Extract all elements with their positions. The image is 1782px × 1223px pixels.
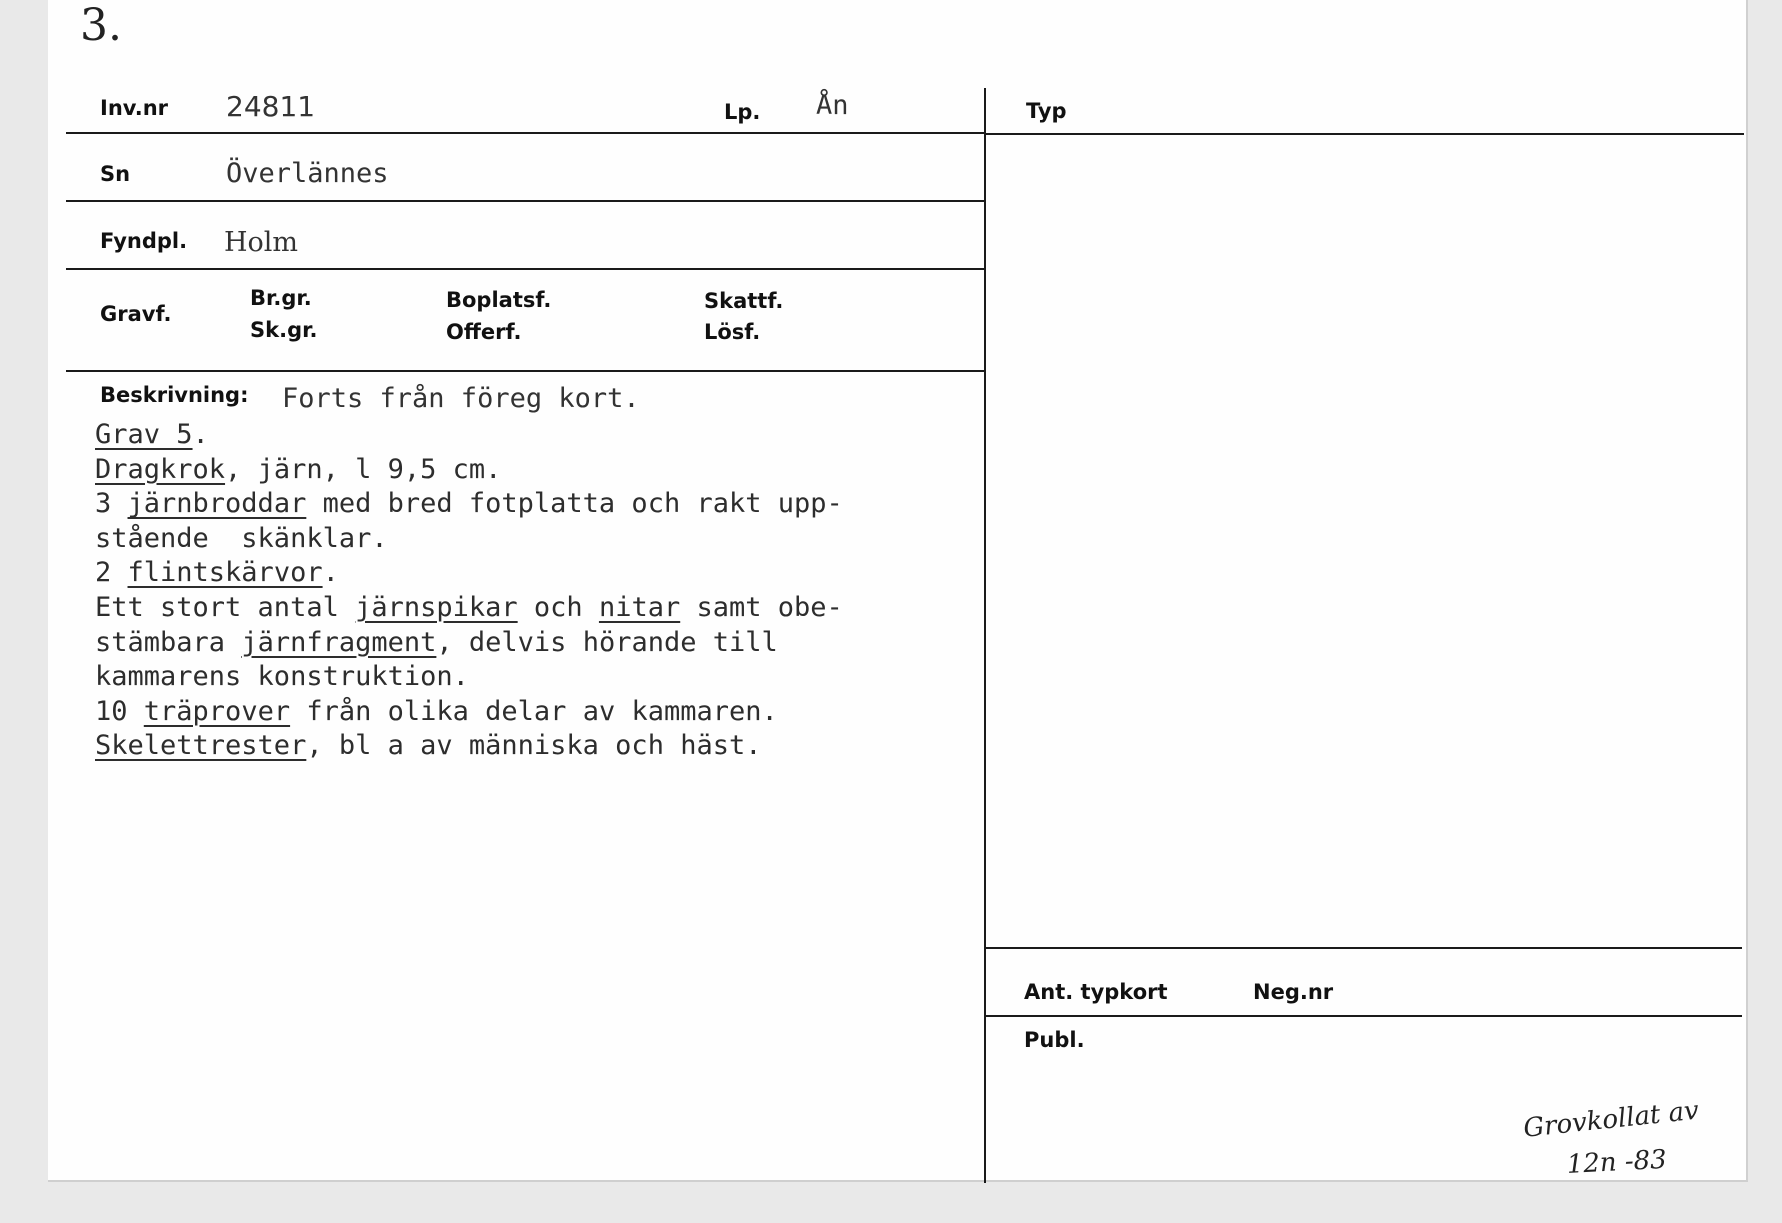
column-divider — [984, 88, 986, 1183]
beskrivning-label: Beskrivning: — [100, 383, 249, 407]
desc-line-4: stående skänklar. — [95, 522, 388, 554]
desc-line-3: 3 järnbroddar med bred fotplatta och rakt upp- — [95, 488, 843, 520]
desc-line-7: stämbara järnfragment, delvis hörande till — [95, 626, 778, 658]
inv-nr-value: 24811 — [226, 90, 316, 123]
publ-label: Publ. — [1024, 1028, 1085, 1052]
rule-gravf — [66, 370, 984, 372]
lp-label: Lp. — [724, 100, 761, 124]
handwritten-note-line2: 12n -83 — [1566, 1144, 1668, 1180]
sk-gr-label: Sk.gr. — [250, 318, 318, 342]
skattf-label: Skattf. — [704, 289, 784, 313]
desc-line-6: Ett stort antal järnspikar och nitar samt obe- — [95, 591, 843, 623]
gravf-label: Gravf. — [100, 302, 172, 326]
rule-fyndpl — [66, 268, 984, 270]
description-text — [95, 418, 843, 764]
beskrivning-first-line: Forts från föreg kort. — [282, 383, 640, 414]
rule-inv — [66, 132, 984, 134]
rule-typkort-bottom — [986, 1015, 1742, 1017]
desc-line-2: Dragkrok, järn, l 9,5 cm. — [95, 453, 502, 485]
ant-typkort-label: Ant. typkort — [1024, 980, 1168, 1004]
desc-line-10: Skelettrester, bl a av människa och häst. — [95, 730, 762, 762]
rule-sn — [66, 200, 984, 202]
rule-typ — [986, 133, 1744, 135]
desc-line-5: 2 flintskärvor. — [95, 557, 339, 589]
card-number: 3. — [80, 0, 122, 51]
desc-line-1: Grav 5. — [95, 419, 209, 450]
handwritten-note-line1: Grovkollat av — [1522, 1095, 1701, 1144]
desc-line-9: 10 träprover från olika delar av kammaren. — [95, 695, 778, 727]
offerf-label: Offerf. — [446, 320, 522, 344]
sn-label: Sn — [100, 162, 131, 186]
fyndpl-value: Holm — [224, 227, 299, 258]
fyndpl-label: Fyndpl. — [100, 229, 188, 253]
neg-nr-label: Neg.nr — [1253, 980, 1334, 1004]
desc-line-8: kammarens konstruktion. — [95, 661, 469, 693]
typ-label: Typ — [1026, 99, 1067, 123]
sn-value: Överlännes — [226, 158, 389, 189]
rule-typkort-top — [986, 947, 1742, 949]
inv-nr-label: Inv.nr — [100, 96, 169, 120]
br-gr-label: Br.gr. — [250, 286, 312, 310]
losf-label: Lösf. — [704, 320, 761, 344]
lp-value: Ån — [816, 90, 849, 121]
boplatsf-label: Boplatsf. — [446, 288, 552, 312]
